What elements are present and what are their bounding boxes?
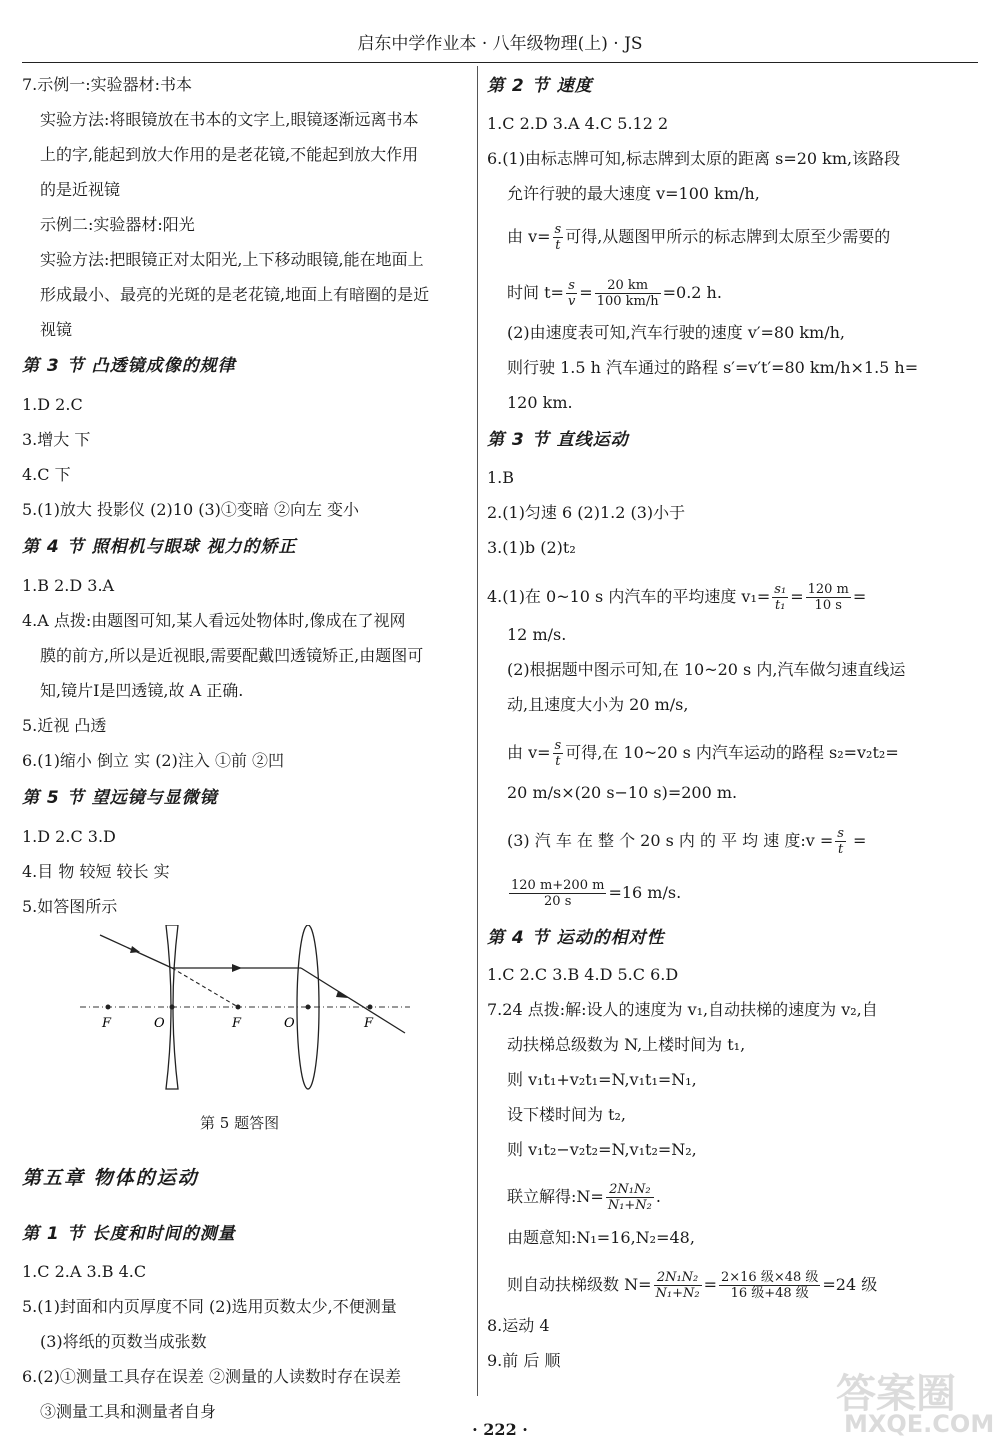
answer-line: 4.A 点拨:由题图可知,某人看远处物体时,像成在了视网 xyxy=(22,611,406,630)
text-line: 知,镜片Ⅰ是凹透镜,故 A 正确. xyxy=(40,681,244,700)
formula-line: (3) 汽 车 在 整 个 20 s 内 的 平 均 速 度:v = $\frac{s}{t}$ = xyxy=(507,826,867,857)
answer-line: 1.D 2.C 3.D xyxy=(22,827,116,846)
answer-line: 6.(2)①测量工具存在误差 ②测量的人读数时存在误差 xyxy=(22,1367,402,1386)
section-title: 第 2 节 速度 xyxy=(487,76,593,96)
text-line: (3)将纸的页数当成张数 xyxy=(40,1332,207,1351)
section-title: 第 3 节 凸透镜成像的规律 xyxy=(22,356,236,376)
answer-line: 3.(1)b (2)t₂ xyxy=(487,538,576,557)
arrow-head xyxy=(336,991,348,998)
answer-line: 7.24 点拨:解:设人的速度为 v₁,自动扶梯的速度为 v₂,自 xyxy=(487,1000,878,1019)
text-line: 视镜 xyxy=(40,320,73,339)
section-title: 第 5 节 望远镜与显微镜 xyxy=(22,788,218,808)
optical-center xyxy=(170,1005,175,1010)
formula-line: 则自动扶梯级数 N= $\frac{\text{2N₁N₂}}{\text{N₁+N₂}}$ = $\frac{\text{2×16 级×48 级}}{\text{16 级+48 级}}$ =24 级 xyxy=(507,1270,878,1301)
extension-line xyxy=(172,968,238,1007)
text-line: 20 m/s×(20 s−10 s)=200 m. xyxy=(507,783,738,802)
text-line: 由题意知:N₁=16,N₂=48, xyxy=(507,1228,695,1247)
formula-line: 时间 t= $\frac{s}{v}$ = $\frac{20 km}{100 km/h}$ =0.2 h. xyxy=(507,278,722,309)
section-title: 第 4 节 运动的相对性 xyxy=(487,928,665,948)
chapter-title: 第五章 物体的运动 xyxy=(22,1167,199,1189)
answer-line: 4.C 下 xyxy=(22,465,71,484)
text-line: 则 v₁t₁+v₂t₁=N,v₁t₁=N₁, xyxy=(507,1070,697,1089)
text-line: (2)根据题中图示可知,在 10~20 s 内,汽车做匀速直线运 xyxy=(507,660,906,679)
page-number: · 222 · xyxy=(472,1420,528,1439)
text-line: 形成最小、最亮的光斑的是老花镜,地面上有暗圈的是近 xyxy=(40,285,430,304)
refracted-ray xyxy=(301,968,405,1033)
answer-line: 1.B xyxy=(487,468,515,487)
answer-line: 3.增大 下 xyxy=(22,430,91,449)
text-line: 示例二:实验器材:阳光 xyxy=(40,215,195,234)
answer-line: 1.C 2.C 3.B 4.D 5.C 6.D xyxy=(487,965,679,984)
text-line: 的是近视镜 xyxy=(40,180,121,199)
arrow-head xyxy=(130,946,140,953)
text-line: 动,且速度大小为 20 m/s, xyxy=(507,695,689,714)
answer-line: 1.C 2.A 3.B 4.C xyxy=(22,1262,147,1281)
text-line: 120 km. xyxy=(507,393,573,412)
focus-point xyxy=(106,1005,111,1010)
formula-line: 4.(1)在 0~10 s 内汽车的平均速度 v₁= $\frac{\text{s₁}}{\text{t₁}}$ = $\frac{120 m}{10 s}$ = xyxy=(487,582,867,613)
formula-line: 由 v= $\frac{s}{t}$ 可得,在 10~20 s 内汽车运动的路程 s₂=v₂t₂= xyxy=(507,738,899,769)
text-line: 实验方法:把眼镜正对太阳光,上下移动眼镜,能在地面上 xyxy=(40,250,424,269)
optical-center xyxy=(306,1005,311,1010)
watermark-logo xyxy=(826,1362,995,1442)
text-line: 上的字,能起到放大作用的是老花镜,不能起到放大作用 xyxy=(40,145,419,164)
text-line: 设下楼时间为 t₂, xyxy=(507,1105,627,1124)
answer-line: 5.(1)放大 投影仪 (2)10 (3)①变暗 ②向左 变小 xyxy=(22,500,360,519)
column-divider xyxy=(477,66,478,1396)
text-line: 允许行驶的最大速度 v=100 km/h, xyxy=(507,184,760,203)
label-f: F xyxy=(364,1016,374,1031)
watermark-text: MXQE.COM xyxy=(844,1410,995,1438)
text-line: 则 v₁t₂−v₂t₂=N,v₁t₂=N₂, xyxy=(507,1140,697,1159)
answer-line: 1.B 2.D 3.A xyxy=(22,576,115,595)
watermark-text: 答案圈 xyxy=(836,1371,956,1417)
label-f: F xyxy=(232,1016,242,1031)
text-line: (2)由速度表可知,汽车行驶的速度 v′=80 km/h, xyxy=(507,323,846,342)
formula-line: $\frac{120 m+200 m}{20 s}$ =16 m/s. xyxy=(511,878,682,909)
focus-point xyxy=(236,1005,241,1010)
answer-line: 5.(1)封面和内页厚度不同 (2)选用页数太少,不便测量 xyxy=(22,1297,397,1316)
answer-line: 9.前 后 顺 xyxy=(487,1351,561,1370)
answer-line: 2.(1)匀速 6 (2)1.2 (3)小于 xyxy=(487,503,686,522)
figure-caption: 第 5 题答图 xyxy=(200,1114,280,1132)
text-line: 膜的前方,所以是近视眼,需要配戴凹透镜矫正,由题图可 xyxy=(40,646,424,665)
formula-line: 由 v= $\frac{s}{t}$ 可得,从题图甲所示的标志牌到太原至少需要的 xyxy=(507,222,891,253)
label-o: O xyxy=(154,1016,165,1031)
answer-line: 1.C 2.D 3.A 4.C 5.12 2 xyxy=(487,114,669,133)
section-title: 第 1 节 长度和时间的测量 xyxy=(22,1224,236,1244)
section-title: 第 4 节 照相机与眼球 视力的矫正 xyxy=(22,537,297,557)
text-line: 实验方法:将眼镜放在书本的文字上,眼镜逐渐远离书本 xyxy=(40,110,419,129)
label-f: F xyxy=(102,1016,112,1031)
focus-point xyxy=(368,1005,373,1010)
answer-line: 5.如答图所示 xyxy=(22,897,118,916)
label-o: O xyxy=(284,1016,295,1031)
answer-line: 1.D 2.C xyxy=(22,395,83,414)
formula-line: 联立解得:N= $\frac{\text{2N₁N₂}}{\text{N₁+N₂}}$ . xyxy=(507,1182,661,1213)
answer-line: 8.运动 4 xyxy=(487,1316,550,1335)
answer-line: 6.(1)缩小 倒立 实 (2)注入 ①前 ②凹 xyxy=(22,751,285,770)
answer-line: 5.近视 凸透 xyxy=(22,716,107,735)
section-title: 第 3 节 直线运动 xyxy=(487,430,629,450)
text-line: 7.示例一:实验器材:书本 xyxy=(22,75,193,94)
text-line: 动扶梯总级数为 N,上楼时间为 t₁, xyxy=(507,1035,746,1054)
text-line: 则行驶 1.5 h 汽车通过的路程 s′=v′t′=80 km/h×1.5 h= xyxy=(507,358,919,377)
text-line: ③测量工具和测量者自身 xyxy=(40,1402,217,1421)
page-header: 启东中学作业本 · 八年级物理(上) · JS xyxy=(22,30,978,63)
arrow-head xyxy=(232,964,242,972)
answer-line: 6.(1)由标志牌可知,标志牌到太原的距离 s=20 km,该路段 xyxy=(487,149,901,168)
lens-ray-diagram xyxy=(80,925,420,1095)
answer-line: 4.目 物 较短 较长 实 xyxy=(22,862,170,881)
text-line: 12 m/s. xyxy=(507,625,567,644)
